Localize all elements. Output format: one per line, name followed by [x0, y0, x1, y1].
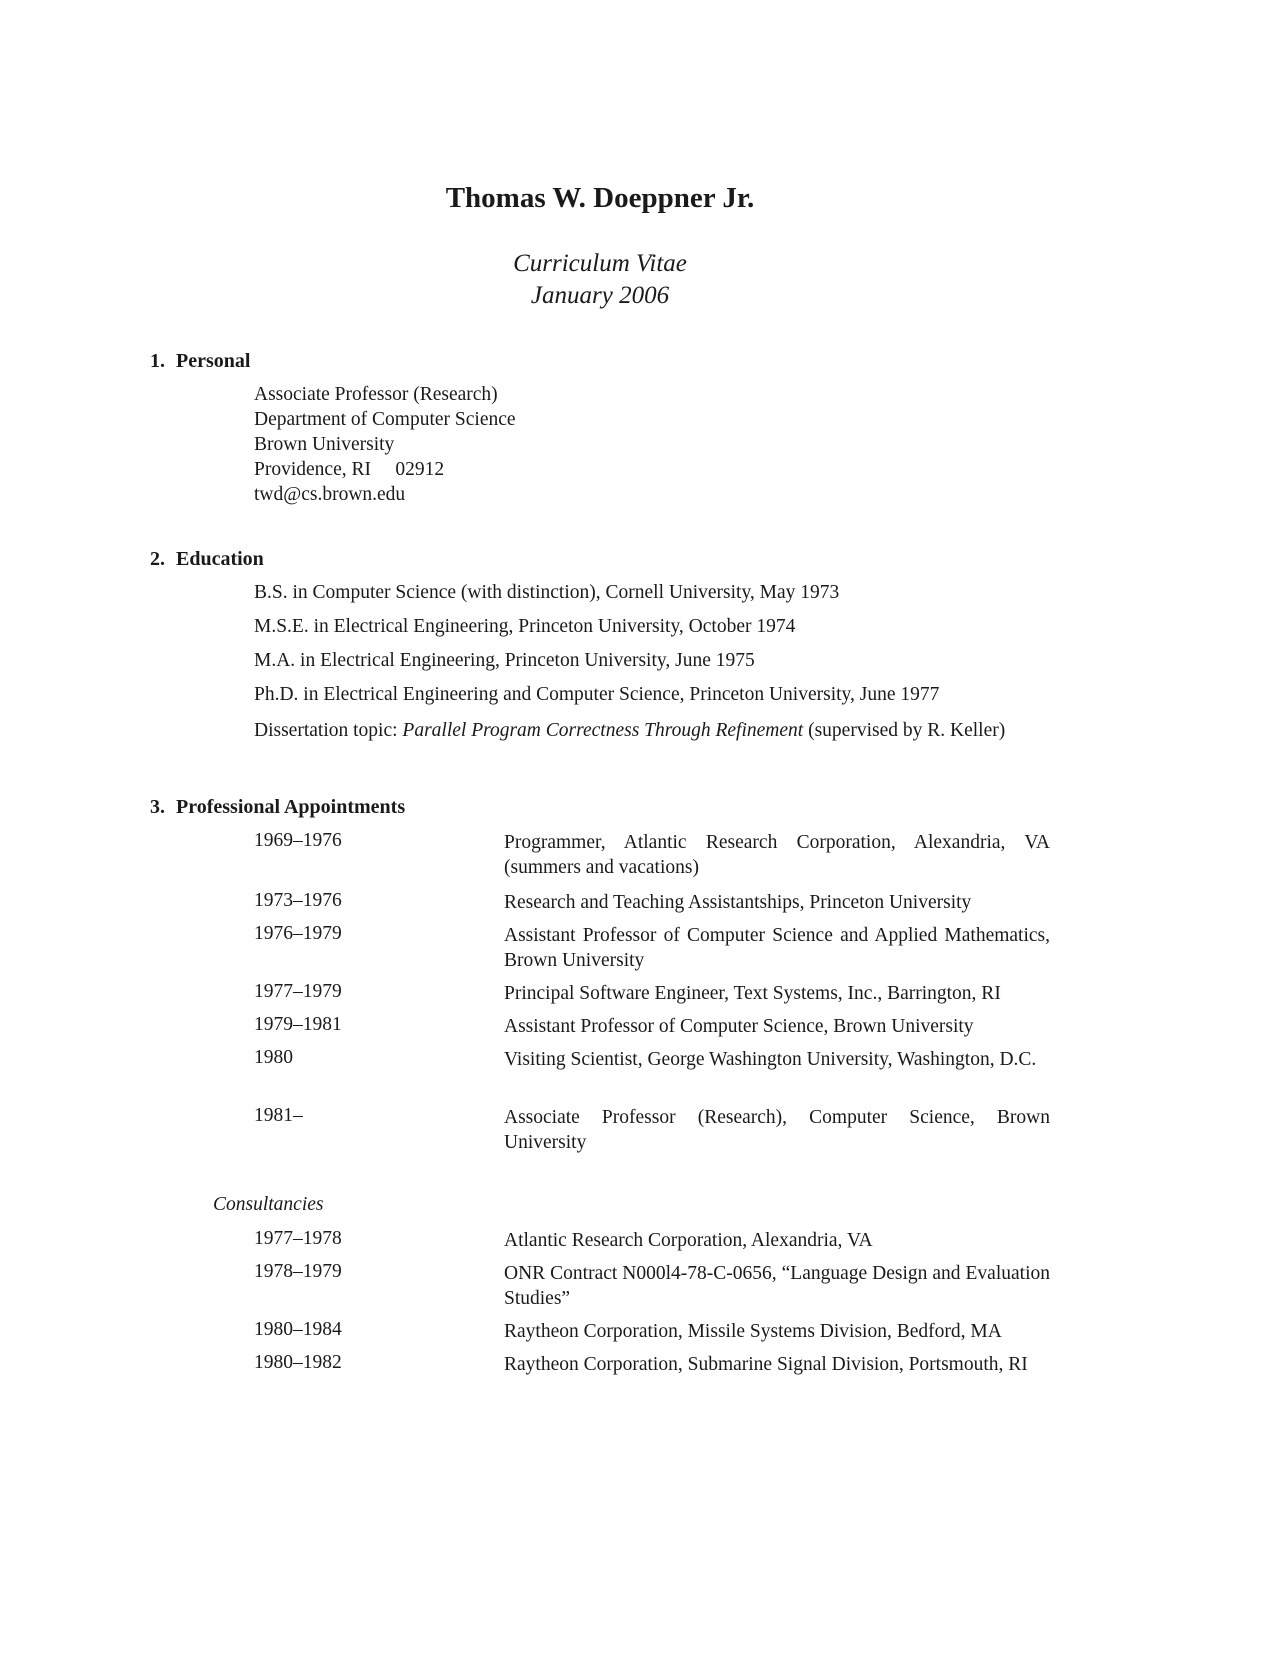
consultancy-years: 1980–1984: [254, 1319, 342, 1340]
appointment-desc: Principal Software Engineer, Text Systems, Inc., Barrington, RI: [504, 983, 1001, 1004]
dissertation-title: Parallel Program Correctness Through Refinement: [402, 720, 804, 741]
appointment-desc: Assistant Professor of Computer Science and Applied Mathematics, Brown University: [504, 925, 1050, 971]
consultancy-desc: Raytheon Corporation, Submarine Signal Division, Portsmouth, RI: [504, 1354, 1028, 1375]
education-item: M.S.E. in Electrical Engineering, Princeton University, October 1974: [254, 616, 796, 637]
consultancy-years: 1980–1982: [254, 1352, 342, 1373]
consultancy-years: 1978–1979: [254, 1261, 342, 1282]
dissertation-prefix: Dissertation topic:: [254, 720, 403, 741]
document-subtitle: Curriculum Vitae: [513, 250, 687, 277]
appointment-desc: Visiting Scientist, George Washington University, Washington, D.C.: [504, 1049, 1037, 1070]
personal-line: Providence, RI 02912: [254, 459, 445, 480]
appointment-desc: Associate Professor (Research), Computer Science, Brown University: [504, 1107, 1050, 1153]
page-title: Thomas W. Doeppner Jr.: [445, 182, 755, 214]
appointment-desc: Research and Teaching Assistantships, Princeton University: [504, 892, 972, 913]
education-item: M.A. in Electrical Engineering, Princeton University, June 1975: [254, 650, 755, 671]
dissertation-suffix: (supervised by R. Keller): [803, 720, 1006, 741]
consultancy-desc: ONR Contract N000l4-78-C-0656, “Language Design and Evaluation Studies”: [504, 1263, 1050, 1309]
consultancy-desc: Raytheon Corporation, Missile Systems Division, Bedford, MA: [504, 1321, 1002, 1342]
section-number: 1.: [150, 350, 165, 372]
personal-line: Associate Professor (Research): [254, 384, 498, 405]
education-item: B.S. in Computer Science (with distinction), Cornell University, May 1973: [254, 582, 840, 603]
consultancies-heading: Consultancies: [213, 1194, 324, 1215]
section-number: 3.: [150, 796, 165, 818]
section-number: 2.: [150, 548, 165, 570]
personal-line: Department of Computer Science: [254, 409, 516, 430]
appointment-years: 1980: [254, 1047, 293, 1068]
document-date: January 2006: [530, 282, 670, 309]
dissertation: [254, 718, 1050, 743]
appointment-desc: Assistant Professor of Computer Science, Brown University: [504, 1016, 974, 1037]
appointment-years: 1973–1976: [254, 890, 342, 911]
section-title: Personal: [176, 350, 251, 372]
personal-line: Brown University: [254, 434, 395, 455]
appointment-desc: Programmer, Atlantic Research Corporation, Alexandria, VA (summers and vacations): [504, 832, 1050, 878]
consultancy-years: 1977–1978: [254, 1228, 342, 1249]
education-item: Ph.D. in Electrical Engineering and Computer Science, Princeton University, June 1977: [254, 684, 940, 705]
consultancy-desc: Atlantic Research Corporation, Alexandria, VA: [504, 1230, 873, 1251]
appointment-years: 1981–: [254, 1105, 303, 1126]
section-heading-personal: [150, 350, 250, 373]
section-heading-appointments: [150, 796, 405, 819]
appointment-years: 1977–1979: [254, 981, 342, 1002]
section-title: Education: [176, 548, 264, 570]
appointment-years: 1979–1981: [254, 1014, 342, 1035]
personal-email: twd@cs.brown.edu: [254, 484, 406, 505]
appointment-years: 1969–1976: [254, 830, 342, 851]
section-title: Professional Appointments: [176, 796, 406, 818]
section-heading-education: [150, 548, 264, 571]
appointment-years: 1976–1979: [254, 923, 342, 944]
